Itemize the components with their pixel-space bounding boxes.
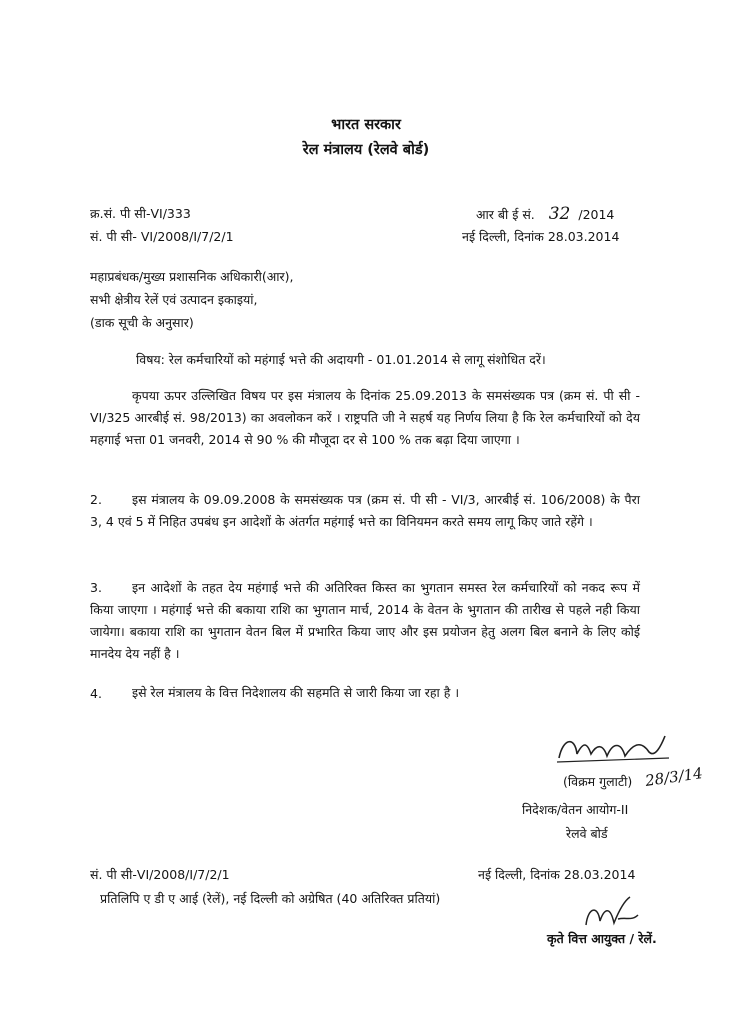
paragraph-4: इसे रेल मंत्रालय के वित्त निदेशालय की सहमति से जारी किया जा रहा है ।	[132, 685, 460, 700]
paragraph-4-number: 4.	[90, 686, 102, 701]
signatory-name: (विक्रम गुलाटी)	[563, 774, 633, 789]
header-ministry: रेल मंत्रालय (रेलवे बोर्ड)	[302, 142, 430, 158]
signature-scribble	[553, 732, 673, 768]
signature-handwritten-date: 28/3/14	[644, 764, 704, 790]
place-date: नई दिल्ली, दिनांक 28.03.2014	[462, 229, 620, 244]
signature-handwritten-name	[0, 0, 1, 1]
paragraph-1: कृपया ऊपर उल्लिखित विषय पर इस मंत्रालय के दिनांक 25.09.2013 के समसंख्यक पत्र (क्रम सं. पी सी - VI/325 आरबीई सं. 98/2013) का अवलोकन करें । राष्ट्रपति जी ने सहर्ष यह निर्णय लिया है कि रेल कर्मचारियों को देय महगाई भत्ता 01 जनवरी, 2014 से 90 % की मौजूदा दर से 100 % तक बढ़ा दिया जाएगा ।	[90, 388, 640, 447]
signatory-designation: निदेशक/वेतन आयोग-II	[522, 802, 629, 817]
copy-reference: सं. पी सी-VI/2008/I/7/2/1	[90, 867, 230, 882]
paragraph-2: इस मंत्रालय के 09.09.2008 के समसंख्यक पत्र (क्रम सं. पी सी - VI/3, आरबीई सं. 106/2008) के पैरा 3, 4 एवं 5 में निहित उपबंध इन आदेशों के अंतर्गत महंगाई भत्ते का विनियमन करते समय लागू किए जाते रहेंगे ।	[90, 492, 640, 529]
reference-number-1: क्र.सं. पी सी-VI/333	[90, 206, 191, 221]
rbe-suffix: /2014	[578, 207, 615, 222]
header-government: भारत सरकार	[331, 117, 401, 133]
subject-line: विषय: रेल कर्मचारियों को महंगाई भत्ते की अदायगी - 01.01.2014 से लागू संशोधित दरें।	[136, 352, 546, 367]
addressee-line-1: महाप्रबंधक/मुख्य प्रशासनिक अधिकारी(आर),	[90, 269, 294, 284]
reference-number-2: सं. पी सी- VI/2008/I/7/2/1	[90, 229, 234, 244]
rbe-number	[476, 205, 614, 224]
addressee-line-3: (डाक सूची के अनुसार)	[90, 315, 194, 330]
copy-place-date: नई दिल्ली, दिनांक 28.03.2014	[478, 867, 636, 882]
rbe-prefix: आर बी ई सं.	[476, 207, 535, 222]
copy-forwarding-text: प्रतिलिपि ए डी ए आई (रेलें), नई दिल्ली को अग्रेषित (40 अतिरिक्त प्रतियां)	[100, 891, 441, 906]
rbe-handwritten-number: 32	[548, 204, 571, 224]
copy-signer: कृते वित्त आयुक्त / रेलें.	[547, 931, 657, 946]
addressee-line-2: सभी क्षेत्रीय रेलें एवं उत्पादन इकाइयां,	[90, 292, 258, 307]
paragraph-3-number: 3.	[90, 580, 102, 595]
paragraph-3: इन आदेशों के तहत देय महंगाई भत्ते की अतिरिक्त किस्त का भुगतान समस्त रेल कर्मचारियों को नकद रूप में किया जाएगा । महंगाई भत्ते की बकाया राशि का भुगतान मार्च, 2014 के वेतन के भुगतान की तारीख से पहले नही किया जायेगा। बकाया राशि का भुगतान वेतन बिल में प्रभारित किया जाए और इस प्रयोजन हेतु अलग बिल बनाने के लिए कोई मानदेय देय नहीं है ।	[90, 580, 640, 661]
signatory-office: रेलवे बोर्ड	[566, 826, 608, 841]
paragraph-2-number: 2.	[90, 492, 102, 507]
copy-initials-scribble	[580, 895, 650, 935]
